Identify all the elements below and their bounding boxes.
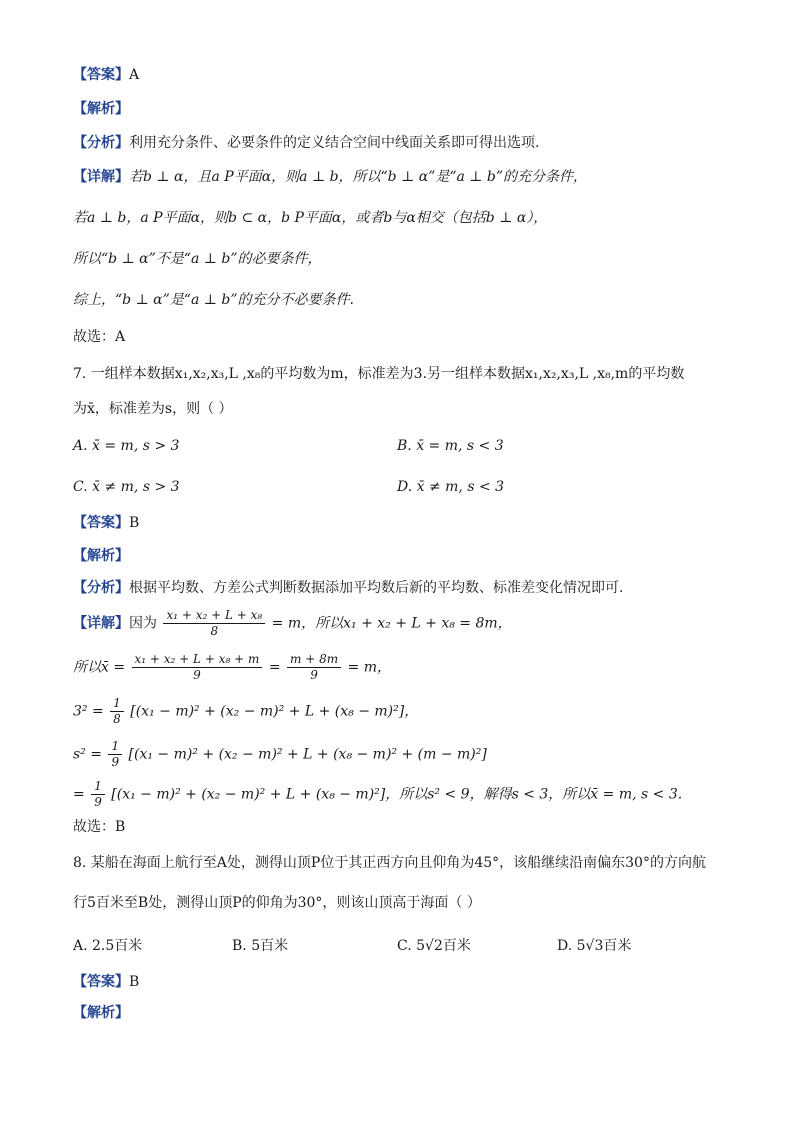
q8-stem-line-1 [73, 853, 706, 873]
q7-conclusion: 故选：B [73, 819, 126, 835]
answer-tag: 【答案】 [73, 515, 129, 531]
analysis-tag: 【解析】 [73, 101, 129, 117]
q8-option-a: A. 2.5百米 [73, 938, 143, 954]
q7-option-d: D. x̄ ≠ m, s < 3 [397, 479, 505, 495]
q6-detail-text-1: 若b ⊥ α，且a P平面α，则a ⊥ b，所以“b ⊥ α”是“a ⊥ b”的充分条件， [129, 169, 588, 185]
q7-d2-fraction-2 [287, 652, 341, 683]
q7-d4-numerator: 1 [108, 739, 122, 755]
q7-fenxi-line [73, 578, 623, 598]
q8-option-b: B. 5百米 [232, 938, 289, 954]
q8-answer-line [73, 972, 139, 992]
q7-d5-denominator: 9 [94, 795, 102, 809]
q6-detail-text-4: 综上，“b ⊥ α”是“a ⊥ b”的充分不必要条件. [73, 292, 354, 308]
q8-stem-line-2 [73, 893, 481, 913]
q6-fenxi-text: 利用充分条件、必要条件的定义结合空间中线面关系即可得出选项. [129, 135, 540, 151]
xiangjie-tag: 【详解】 [73, 615, 129, 632]
q7-answer: B [129, 515, 140, 531]
q7-derivation-line-2 [73, 652, 391, 683]
q7-d2-denominator-1: 9 [193, 668, 201, 682]
q7-derivation-line-3 [73, 696, 418, 727]
q7-analysis-heading [73, 546, 129, 566]
q7-d5-numerator: 1 [91, 779, 105, 795]
q6-detail-text-3: 所以“b ⊥ α”不是“a ⊥ b”的必要条件， [73, 251, 322, 267]
q7-d2-mid: = [268, 659, 281, 676]
q7-d5-body: [(x₁ − m)² + (x₂ − m)² + L + (x₈ − m)²]，所以s² < 9，解得s < 3，所以x̄ = m, s < 3. [111, 786, 683, 803]
q8-stem-text-2: 行5百米至B处，测得山顶P的仰角为30°，则该山顶高于海面（ ） [73, 895, 481, 911]
q7-d2-fraction-1 [132, 652, 263, 683]
q7-stem-text-1: 7. 一组样本数据x₁,x₂,x₃,L ,x₈的平均数为m，标准差为3.另一组样本数据x₁,x₂,x₃,L ,x₈,m的平均数 [73, 366, 685, 382]
q7-d3-fraction [110, 696, 124, 727]
q7-d1-numerator: x₁ + x₂ + L + x₈ [163, 608, 265, 624]
q8-option-d: D. 5√3百米 [557, 938, 632, 954]
fenxi-tag: 【分析】 [73, 580, 129, 596]
q7-d2-numerator-2: m + 8m [287, 652, 341, 668]
q7-answer-line [73, 513, 139, 533]
q8-option-c: C. 5√2百米 [397, 938, 471, 954]
answer-tag: 【答案】 [73, 974, 129, 990]
q8-stem-text-1: 8. 某船在海面上航行至A处，测得山顶P位于其正西方向且仰角为45°，该船继续沿南偏东30°的方向航 [73, 855, 706, 871]
q7-d2-numerator-1: x₁ + x₂ + L + x₈ + m [132, 652, 263, 668]
q7-option-c: C. x̄ ≠ m, s > 3 [73, 479, 180, 495]
q6-answer: A [129, 67, 140, 83]
q7-d5-pre: = [73, 786, 85, 803]
q7-stem-text-2: 为x̄，标准差为s，则（ ） [73, 401, 233, 417]
q7-d3-pre: 3² = [73, 703, 104, 720]
q7-d5-fraction [91, 779, 105, 810]
xiangjie-tag: 【详解】 [73, 169, 129, 185]
q7-d4-denominator: 9 [111, 755, 120, 769]
q7-derivation-line-1 [73, 608, 512, 639]
q7-d4-fraction [108, 739, 122, 770]
q7-d2-pre: 所以x̄ = [73, 659, 126, 676]
analysis-tag: 【解析】 [73, 548, 129, 564]
q7-d2-post: = m， [347, 659, 391, 676]
q7-option-b: B. x̄ = m, s < 3 [397, 438, 504, 454]
q6-answer-line [73, 65, 139, 85]
q6-detail-line-4 [73, 290, 354, 310]
q6-detail-line-3 [73, 249, 322, 269]
q7-d1-pre: 因为 [129, 615, 157, 632]
answer-tag: 【答案】 [73, 67, 129, 83]
q7-d1-denominator: 8 [210, 624, 219, 638]
q7-fenxi-text: 根据平均数、方差公式判断数据添加平均数后新的平均数、标准差变化情况即可. [129, 580, 624, 596]
fenxi-tag: 【分析】 [73, 135, 129, 151]
q6-detail-line-1 [73, 167, 587, 187]
q7-d3-body: [(x₁ − m)² + (x₂ − m)² + L + (x₈ − m)²]， [130, 703, 419, 720]
q7-stem-line-2 [73, 399, 233, 419]
analysis-tag: 【解析】 [73, 1005, 129, 1021]
q6-analysis-heading [73, 99, 129, 119]
q7-d1-post: = m，所以x₁ + x₂ + L + x₈ = 8m， [271, 615, 512, 632]
q7-d3-numerator: 1 [110, 696, 124, 712]
q7-d1-fraction [163, 608, 265, 639]
q7-derivation-line-4 [73, 739, 487, 770]
q6-detail-line-2 [73, 208, 547, 228]
q7-d4-body: [(x₁ − m)² + (x₂ − m)² + L + (x₈ − m)² + (m − m)²] [128, 746, 487, 763]
q7-d3-denominator: 8 [113, 712, 121, 726]
q8-analysis-heading [73, 1003, 129, 1023]
q7-d4-pre: s² = [73, 746, 102, 763]
q7-option-a: A. x̄ = m, s > 3 [73, 438, 180, 454]
q7-d2-denominator-2: 9 [310, 668, 318, 682]
q8-answer: B [129, 974, 140, 990]
q7-derivation-line-5 [73, 779, 682, 810]
q6-fenxi-line [73, 133, 539, 153]
q6-detail-text-2: 若a ⊥ b，a P平面α，则b ⊂ α，b P平面α，或者b与α相交（包括b ⊥ α）， [73, 210, 548, 226]
q6-conclusion: 故选：A [73, 329, 126, 345]
q7-stem-line-1 [73, 364, 684, 384]
